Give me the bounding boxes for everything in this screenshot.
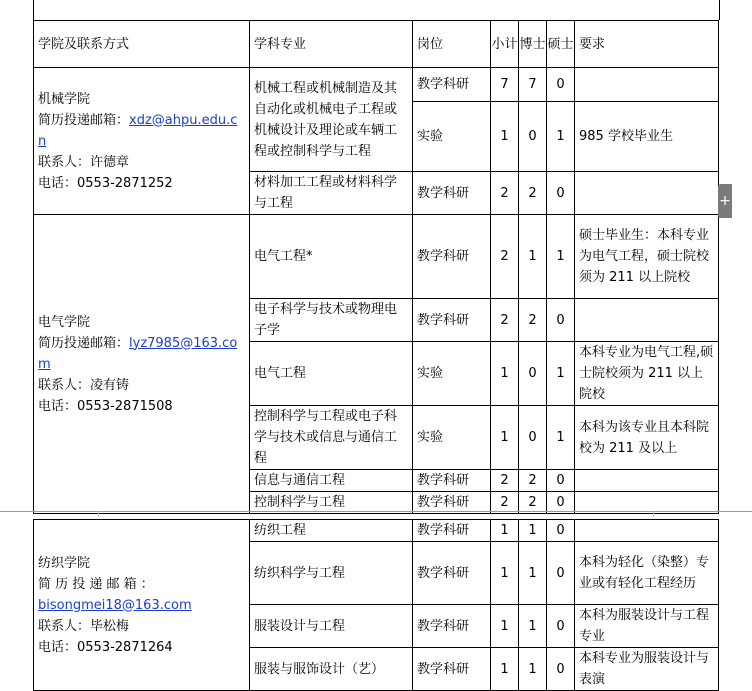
major-cell: 材料加工工程或材料科学与工程 xyxy=(250,172,413,215)
post-cell: 实验 xyxy=(413,102,491,172)
header-phd: 博士 xyxy=(519,21,547,68)
post-cell: 教学科研 xyxy=(413,520,491,542)
requirement-cell: 本科为轻化（染整）专业或有轻化工程经历 xyxy=(575,542,719,605)
post-cell: 教学科研 xyxy=(413,68,491,102)
master-cell: 0 xyxy=(547,68,575,102)
header-major: 学科专业 xyxy=(250,21,413,68)
phd-cell: 1 xyxy=(519,605,547,648)
subtotal-cell: 1 xyxy=(491,648,519,691)
major-cell: 纺织工程 xyxy=(250,520,413,542)
table-row xyxy=(34,68,719,102)
email-line: 简历投递邮箱：lyz7985@163.com xyxy=(38,335,238,372)
post-cell: 教学科研 xyxy=(413,648,491,691)
post-cell: 教学科研 xyxy=(413,492,491,514)
subtotal-cell: 1 xyxy=(491,406,519,470)
major-cell: 服装与服饰设计（艺） xyxy=(250,648,413,691)
recruitment-table-page1 xyxy=(33,20,719,514)
master-cell: 0 xyxy=(547,520,575,542)
post-cell: 教学科研 xyxy=(413,542,491,605)
major-cell: 信息与通信工程 xyxy=(250,470,413,492)
requirement-cell: 硕士毕业生：本科专业为电气工程，硕士院校须为 211 以上院校 xyxy=(575,215,719,299)
table-row xyxy=(34,215,719,299)
contact-person: 联系人：凌有铸 xyxy=(38,377,130,393)
email-label: 简 历 投 递 邮 箱 ： xyxy=(38,576,154,592)
post-cell: 实验 xyxy=(413,406,491,470)
subtotal-cell: 1 xyxy=(491,342,519,406)
phone-number: 电话：0553-2871264 xyxy=(38,639,173,655)
subtotal-cell: 1 xyxy=(491,102,519,172)
college-name: 电气学院 xyxy=(38,314,91,330)
subtotal-cell: 2 xyxy=(491,299,519,342)
post-cell: 教学科研 xyxy=(413,172,491,215)
master-cell: 1 xyxy=(547,215,575,299)
subtotal-cell: 1 xyxy=(491,605,519,648)
email-link[interactable]: bisongmei18@163.com xyxy=(38,597,192,613)
master-cell: 1 xyxy=(547,342,575,406)
phd-cell: 2 xyxy=(519,470,547,492)
recruitment-table-page2 xyxy=(33,519,719,691)
post-cell: 实验 xyxy=(413,342,491,406)
subtotal-cell: 2 xyxy=(491,172,519,215)
requirement-cell: 985 学校毕业生 xyxy=(575,102,719,172)
major-cell: 控制科学与工程 xyxy=(250,492,413,514)
post-cell: 教学科研 xyxy=(413,299,491,342)
page-break-line xyxy=(0,511,752,512)
phd-cell: 2 xyxy=(519,492,547,514)
requirement-cell: 本科为该专业且本科院校为 211 及以上 xyxy=(575,406,719,470)
phd-cell: 1 xyxy=(519,648,547,691)
requirement-cell: 本科专业为服装设计与表演 xyxy=(575,648,719,691)
phone-number: 电话：0553-2871252 xyxy=(38,175,173,191)
college-cell-textile xyxy=(34,520,250,691)
subtotal-cell: 2 xyxy=(491,215,519,299)
header-row xyxy=(34,21,719,68)
major-cell: 电气工程 xyxy=(250,342,413,406)
page-break-tick xyxy=(98,511,99,517)
phd-cell: 0 xyxy=(519,406,547,470)
subtotal-cell: 2 xyxy=(491,470,519,492)
requirement-cell: 本科专业为电气工程,硕士院校须为 211 以上院校 xyxy=(575,342,719,406)
phd-cell: 1 xyxy=(519,215,547,299)
master-cell: 0 xyxy=(547,542,575,605)
contact-person: 联系人：许德章 xyxy=(38,154,130,170)
major-cell: 电子科学与技术或物理电子学 xyxy=(250,299,413,342)
contact-person: 联系人：毕松梅 xyxy=(38,618,130,634)
college-cell-mech xyxy=(34,68,250,215)
major-cell: 控制科学与工程或电子科学与技术或信息与通信工程 xyxy=(250,406,413,470)
subtotal-cell: 1 xyxy=(491,520,519,542)
master-cell: 0 xyxy=(547,605,575,648)
college-name: 纺织学院 xyxy=(38,555,91,571)
post-cell: 教学科研 xyxy=(413,605,491,648)
add-tab-button[interactable]: + xyxy=(718,184,732,218)
post-cell: 教学科研 xyxy=(413,215,491,299)
table-top-strip xyxy=(33,0,720,20)
requirement-cell xyxy=(575,68,719,102)
master-cell: 0 xyxy=(547,492,575,514)
college-cell-elec xyxy=(34,215,250,514)
college-name: 机械学院 xyxy=(38,91,91,107)
phone-number: 电话：0553-2871508 xyxy=(38,398,173,414)
post-cell: 教学科研 xyxy=(413,470,491,492)
requirement-cell xyxy=(575,172,719,215)
master-cell: 0 xyxy=(547,470,575,492)
phd-cell: 1 xyxy=(519,520,547,542)
header-college: 学院及联系方式 xyxy=(34,21,250,68)
master-cell: 1 xyxy=(547,406,575,470)
subtotal-cell: 2 xyxy=(491,492,519,514)
master-cell: 0 xyxy=(547,172,575,215)
header-subtotal: 小计 xyxy=(491,21,519,68)
requirement-cell xyxy=(575,520,719,542)
major-cell: 纺织科学与工程 xyxy=(250,542,413,605)
requirement-cell: 本科为服装设计与工程专业 xyxy=(575,605,719,648)
major-cell: 服装设计与工程 xyxy=(250,605,413,648)
email-line xyxy=(38,595,245,616)
major-cell: 机械工程或机械制造及其自动化或机械电子工程或机械设计及理论或车辆工程或控制科学与工程 xyxy=(250,68,413,172)
major-cell: 电气工程* xyxy=(250,215,413,299)
phd-cell: 7 xyxy=(519,68,547,102)
requirement-cell xyxy=(575,470,719,492)
header-requirement: 要求 xyxy=(575,21,719,68)
header-master: 硕士 xyxy=(547,21,575,68)
phd-cell: 0 xyxy=(519,342,547,406)
table-row xyxy=(34,520,719,542)
master-cell: 0 xyxy=(547,648,575,691)
subtotal-cell: 1 xyxy=(491,542,519,605)
phd-cell: 2 xyxy=(519,299,547,342)
master-cell: 0 xyxy=(547,299,575,342)
email-link[interactable]: lyz7985@163.com xyxy=(38,335,238,372)
header-post: 岗位 xyxy=(413,21,491,68)
phd-cell: 1 xyxy=(519,542,547,605)
phd-cell: 2 xyxy=(519,172,547,215)
master-cell: 1 xyxy=(547,102,575,172)
requirement-cell xyxy=(575,299,719,342)
email-line: 简历投递邮箱：xdz@ahpu.edu.cn xyxy=(38,112,238,149)
phd-cell: 0 xyxy=(519,102,547,172)
page-break-tick xyxy=(653,511,654,517)
email-link[interactable]: xdz@ahpu.edu.cn xyxy=(38,112,238,149)
subtotal-cell: 7 xyxy=(491,68,519,102)
